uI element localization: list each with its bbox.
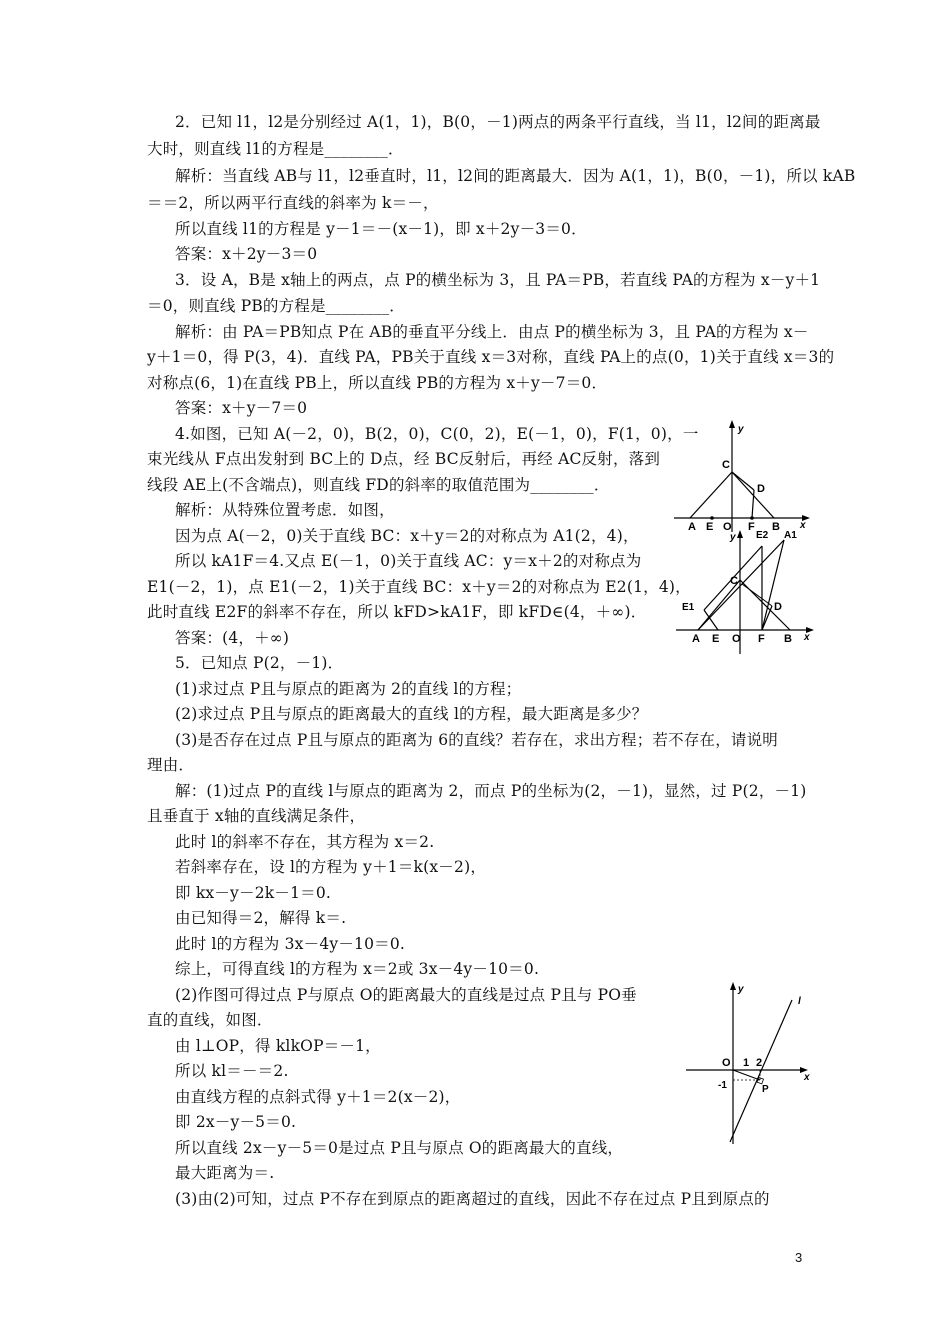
fig1-label-E: E	[706, 521, 714, 532]
fig1-label-y: y	[738, 424, 744, 435]
fig1-label-x: x	[800, 520, 806, 531]
figure-1-diagram	[672, 420, 812, 532]
fig1-label-F: F	[748, 521, 755, 532]
fig1-label-B: B	[772, 521, 780, 532]
text-line: 由直线方程的点斜式得 y＋1＝2(x－2)，	[175, 1088, 461, 1106]
fig2-label-D: D	[774, 601, 782, 613]
text-line: 所以 kA1F＝4.又点 E(－1，0)关于直线 AC：y＝x＋2的对称点为	[175, 552, 642, 570]
text-line: 由已知得＝2，解得 k＝.	[175, 909, 347, 927]
text-line: 即 2x－y－5＝0.	[175, 1113, 297, 1131]
text-line: 因为点 A(－2，0)关于直线 BC：x＋y＝2的对称点为 A1(2，4)，	[175, 527, 639, 545]
page-number: 3	[795, 1250, 803, 1265]
fig3-label-O: O	[722, 1057, 731, 1069]
text-line: 此时直线 E2F的斜率不存在，所以 kFD>kA1F，即 kFD∈(4，＋∞)．	[147, 603, 647, 621]
text-line: 答案：(4，＋∞)	[175, 629, 290, 647]
text-line: 直的直线，如图．	[147, 1011, 273, 1029]
text-line: 此时 l的斜率不存在，其方程为 x＝2.	[175, 833, 435, 851]
figure-3-diagram	[684, 978, 814, 1146]
text-line: 解：(1)过点 P的直线 l与原点的距离为 2，而点 P的坐标为(2，－1)，显然，过 P(2，－1)	[175, 782, 807, 800]
figure-2-diagram	[672, 524, 817, 656]
text-line: 所以 kl＝－＝2.	[175, 1062, 289, 1080]
text-line: (3)是否存在过点 P且与原点的距离为 6的直线？若存在，求出方程；若不存在，请说明	[175, 731, 779, 749]
fig3-label-x: x	[804, 1072, 810, 1083]
fig3-label-l: l	[798, 996, 801, 1007]
fig2-label-C: C	[730, 575, 738, 587]
text-line: 所以直线 l1的方程是 y－1＝－(x－1)，即 x＋2y－3＝0．	[175, 220, 587, 238]
text-line: 解析：从特殊位置考虑．如图，	[175, 501, 395, 519]
text-line: 解析：由 PA＝PB知点 P在 AB的垂直平分线上．由点 P的横坐标为 3，且 PA的方程为 x－	[175, 323, 809, 341]
text-line: 由 l⊥OP，得 klkOP＝－1，	[175, 1037, 381, 1055]
text-line: 且垂直于 x轴的直线满足条件，	[147, 807, 366, 825]
text-line: 4.如图，已知 A(－2，0)，B(2，0)，C(0，2)，E(－1，0)，F(1，0)，一	[175, 425, 699, 443]
fig3-label-1: 1	[743, 1057, 750, 1069]
fig1-label-A: A	[688, 521, 696, 532]
text-line: 大时，则直线 l1的方程是________．	[147, 140, 404, 158]
text-line: 5．已知点 P(2，－1)．	[175, 654, 344, 672]
fig1-label-C: C	[722, 459, 730, 471]
text-line: (2)求过点 P且与原点的距离最大的直线 l的方程，最大距离是多少？	[175, 705, 648, 723]
text-line: 理由．	[147, 756, 195, 774]
text-line: 此时 l的方程为 3x－4y－10＝0.	[175, 935, 406, 953]
fig2-label-F: F	[758, 633, 765, 645]
fig1-label-O: O	[723, 521, 732, 532]
text-line: E1(－2，1)，点 E1(－2，1)关于直线 BC：x＋y＝2的对称点为 E2(1，4)，	[147, 578, 691, 596]
text-line: 线段 AE上(不含端点)，则直线 FD的斜率的取值范围为________．	[147, 476, 610, 494]
text-line: 若斜率存在，设 l的方程为 y＋1＝k(x－2)，	[175, 858, 487, 876]
fig2-label-O: O	[732, 633, 741, 645]
fig2-label-B: B	[784, 633, 792, 645]
fig2-label-x: x	[804, 632, 810, 643]
fig3-label-P: P	[762, 1084, 769, 1095]
fig2-label-y: y	[730, 532, 736, 543]
text-line: 3．设 A，B是 x轴上的两点，点 P的横坐标为 3，且 PA＝PB，若直线 PA的方程为 x－y＋1	[175, 271, 821, 289]
fig1-label-D: D	[757, 483, 765, 495]
text-line: 对称点(6，1)在直线 PB上，所以直线 PB的方程为 x＋y－7＝0．	[147, 374, 608, 392]
text-line: 答案：x＋y－7＝0	[175, 399, 308, 417]
text-line: 解析：当直线 AB与 l1，l2垂直时，l1，l2间的距离最大．因为 A(1，1)，B(0，－1)，所以 kAB	[175, 167, 856, 185]
text-line: 2．已知 l1，l2是分别经过 A(1，1)，B(0，－1)两点的两条平行直线，当 l1，l2间的距离最	[175, 113, 821, 131]
fig3-label-y: y	[738, 984, 744, 995]
fig3-label-neg1: -1	[718, 1080, 727, 1091]
text-line: ＝0，则直线 PB的方程是________．	[147, 297, 406, 315]
text-line: 答案：x＋2y－3＝0	[175, 245, 318, 263]
text-line: 综上，可得直线 l的方程为 x＝2或 3x－4y－10＝0.	[175, 960, 540, 978]
text-line: y＋1＝0，得 P(3，4)．直线 PA，PB关于直线 x＝3对称，直线 PA上的点(0，1)关于直线 x＝3的	[147, 348, 835, 366]
text-line: 束光线从 F点出发射到 BC上的 D点，经 BC反射后，再经 AC反射，落到	[147, 450, 661, 468]
text-line: 即 kx－y－2k－1＝0.	[175, 884, 332, 902]
text-line: ＝＝2，所以两平行直线的斜率为 k＝－，	[147, 194, 439, 212]
text-line: 所以直线 2x－y－5＝0是过点 P且与原点 O的距离最大的直线，	[175, 1139, 624, 1157]
text-line: (1)求过点 P且与原点的距离为 2的直线 l的方程；	[175, 680, 522, 698]
fig2-label-E: E	[712, 633, 720, 645]
fig2-label-E1: E1	[682, 602, 695, 613]
fig3-label-2: 2	[756, 1057, 763, 1069]
fig2-label-A1: A1	[784, 530, 797, 541]
fig2-label-E2: E2	[756, 530, 769, 541]
fig2-label-A: A	[692, 633, 700, 645]
text-line: (3)由(2)可知，过点 P不存在到原点的距离超过的直线，因此不存在过点 P且到原点的	[175, 1190, 770, 1208]
text-line: (2)作图可得过点 P与原点 O的距离最大的直线是过点 P且与 PO垂	[175, 986, 637, 1004]
text-line: 最大距离为＝.	[175, 1164, 275, 1182]
